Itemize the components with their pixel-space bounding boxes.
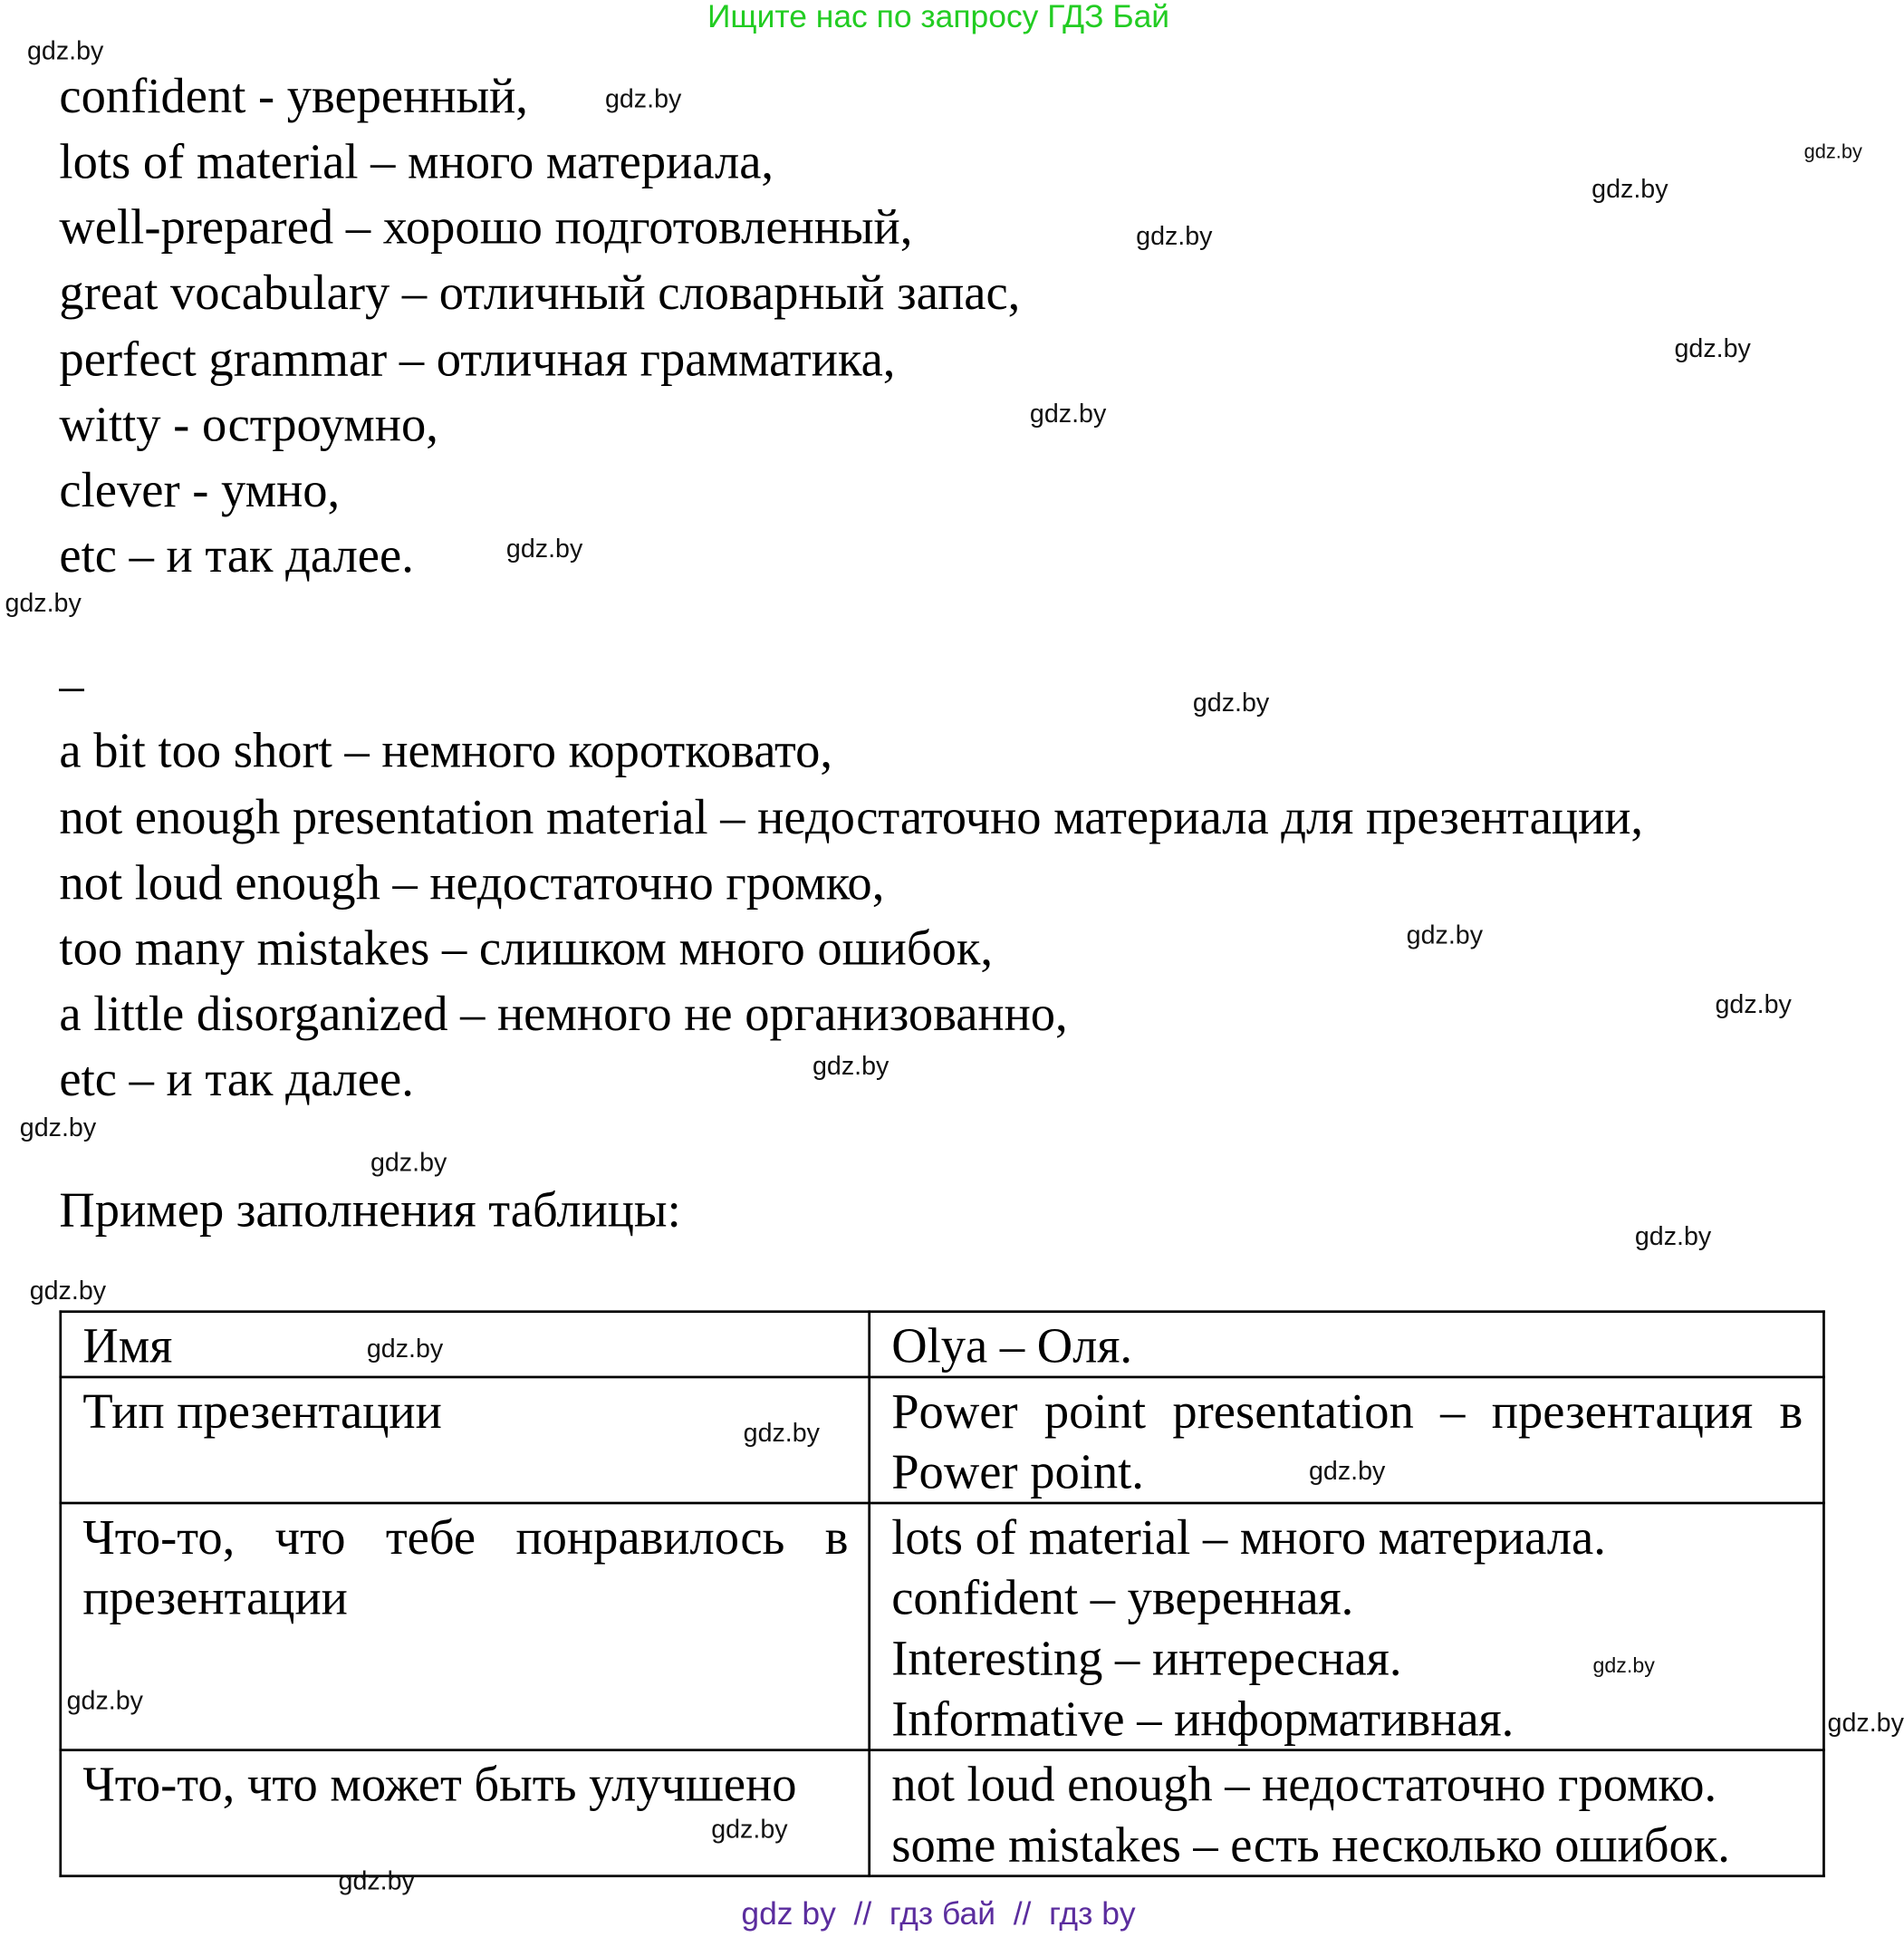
table-row: [61, 1503, 1824, 1750]
watermark: gdz.by: [812, 1052, 889, 1081]
positive-item: great vocabulary – отличный словарный запас,: [59, 264, 1021, 321]
value-line: some mistakes – есть несколько ошибок.: [891, 1817, 1730, 1873]
row-label: Имя: [61, 1312, 870, 1377]
negative-item: not loud enough – недостаточно громко,: [59, 854, 885, 911]
positive-item: witty - остроумно,: [59, 396, 438, 452]
dash-separator: –: [59, 657, 84, 713]
header-banner[interactable]: Ищите нас по запросу ГДЗ Бай: [707, 0, 1170, 35]
watermark: gdz.by: [366, 1335, 444, 1364]
watermark: gdz.by: [1029, 400, 1107, 429]
watermark: gdz.by: [1192, 689, 1270, 718]
watermark: gdz.by: [26, 36, 104, 66]
table-row: [61, 1750, 1824, 1876]
footer-links[interactable]: gdz by // гдз бай // гдз by: [741, 1894, 1136, 1932]
table-row: [61, 1377, 1824, 1503]
value-line: not loud enough – недостаточно громко.: [891, 1756, 1717, 1812]
value-line: lots of material – много материала.: [891, 1508, 1606, 1566]
negative-item: not enough presentation material – недостаточно материала для презентации,: [59, 789, 1644, 845]
value-line: Interesting – интересная.: [891, 1630, 1402, 1686]
watermark: gdz.by: [1803, 141, 1862, 163]
value-line: Informative – информативная.: [891, 1691, 1515, 1747]
value-line: confident – уверенная.: [891, 1569, 1354, 1625]
row-value: [870, 1312, 1824, 1377]
row-label: Что-то, что может быть улучшено: [61, 1750, 870, 1876]
watermark: gdz.by: [1674, 334, 1751, 363]
negative-item: a bit too short – немного коротковато,: [59, 722, 833, 778]
row-value: [870, 1503, 1824, 1750]
watermark: gdz.by: [711, 1815, 788, 1845]
watermark: gdz.by: [29, 1277, 107, 1306]
positive-item: etc – и так далее.: [59, 527, 414, 583]
row-value: [870, 1750, 1824, 1876]
positive-item: confident - уверенный,: [59, 67, 528, 124]
watermark: gdz.by: [1591, 175, 1668, 204]
example-title: Пример заполнения таблицы:: [59, 1181, 681, 1238]
watermark: gdz.by: [338, 1867, 415, 1896]
watermark: gdz.by: [1592, 1653, 1655, 1678]
watermark: gdz.by: [1827, 1709, 1904, 1739]
positive-item: clever - умно,: [59, 461, 341, 518]
watermark: gdz.by: [1308, 1457, 1386, 1486]
watermark: gdz.by: [1715, 990, 1792, 1019]
value-line: Olya – Оля.: [891, 1317, 1133, 1373]
positive-item: lots of material – много материала,: [59, 133, 774, 189]
row-label: Что-то, что тебе понравилось в презентации: [61, 1503, 870, 1750]
table-row: [61, 1312, 1824, 1377]
value-line: Power point presentation – презентация в Power point.: [891, 1383, 1803, 1499]
watermark: gdz.by: [1406, 920, 1484, 950]
watermark: gdz.by: [1136, 222, 1213, 251]
negative-item: a little disorganized – немного не организованно,: [59, 985, 1068, 1042]
watermark: gdz.by: [743, 1419, 820, 1448]
watermark: gdz.by: [370, 1148, 447, 1178]
watermark: gdz.by: [5, 589, 82, 618]
positive-item: perfect grammar – отличная грамматика,: [59, 331, 896, 387]
watermark: gdz.by: [1634, 1222, 1712, 1251]
watermark: gdz.by: [604, 85, 682, 114]
negative-item: too many mistakes – слишком много ошибок,: [59, 920, 993, 976]
watermark: gdz.by: [505, 535, 583, 564]
positive-item: well-prepared – хорошо подготовленный,: [59, 198, 913, 255]
example-table: [59, 1310, 1824, 1877]
watermark: gdz.by: [19, 1113, 97, 1142]
row-label: Тип презентации: [61, 1377, 870, 1503]
negative-item: etc – и так далее.: [59, 1051, 414, 1107]
watermark: gdz.by: [66, 1687, 143, 1716]
